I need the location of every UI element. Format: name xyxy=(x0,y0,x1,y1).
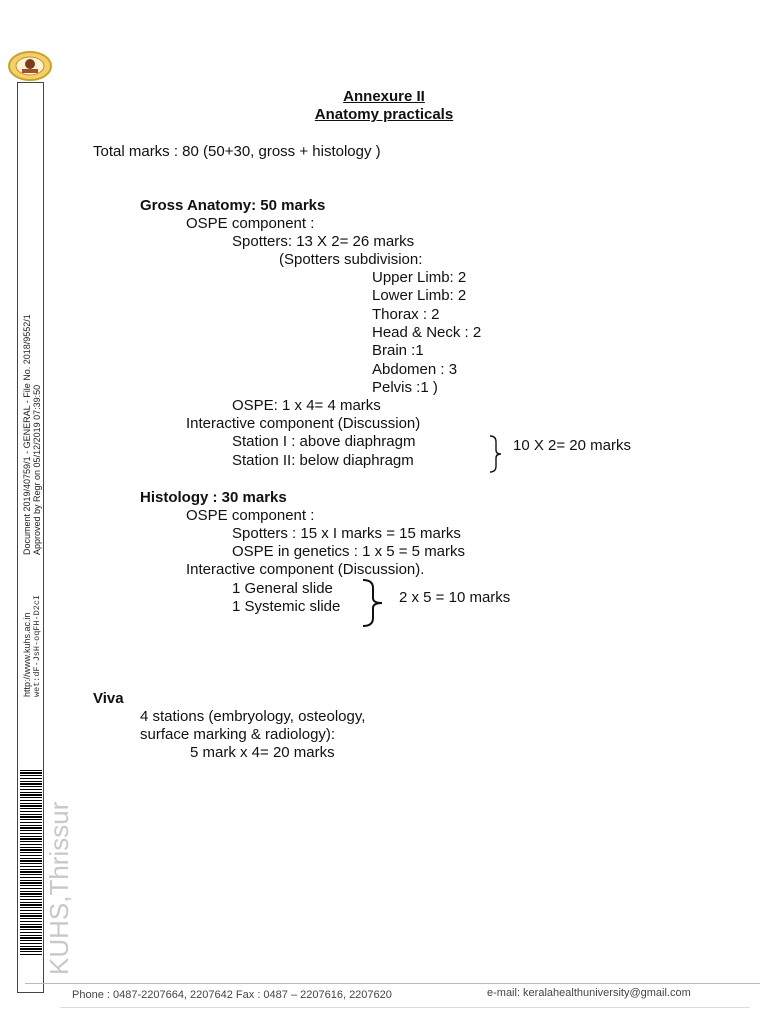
systemic-slide: 1 Systemic slide xyxy=(232,598,341,615)
viva-line-2: surface marking & radiology): xyxy=(140,726,336,743)
margin-approved: Approved by Regr on 05/12/2019 07:39:50 xyxy=(32,384,42,555)
university-logo xyxy=(8,50,52,82)
right-brace-icon xyxy=(488,434,504,474)
total-marks: Total marks : 80 (50+30, gross + histology ) xyxy=(93,143,381,160)
general-slide: 1 General slide xyxy=(232,580,333,597)
subdivision-item: Lower Limb: 2 xyxy=(372,287,467,304)
viva-line-3: 5 mark x 4= 20 marks xyxy=(190,744,335,761)
spotters-subdivision-label: (Spotters subdivision: xyxy=(279,251,423,268)
station-1: Station I : above diaphragm xyxy=(232,433,416,450)
gross-interactive: Interactive component (Discussion) xyxy=(186,415,421,432)
right-brace-icon xyxy=(360,578,386,628)
gross-ospe: OSPE: 1 x 4= 4 marks xyxy=(232,397,381,414)
subdivision-item: Thorax : 2 xyxy=(372,306,440,323)
slides-marks: 2 x 5 = 10 marks xyxy=(399,589,511,606)
histology-interactive: Interactive component (Discussion). xyxy=(186,561,425,578)
gross-spotters: Spotters: 13 X 2= 26 marks xyxy=(232,233,415,250)
viva-line-1: 4 stations (embryology, osteology, xyxy=(140,708,366,725)
gross-ospe-component: OSPE component : xyxy=(186,215,315,232)
page-subtitle: Anatomy practicals xyxy=(314,106,454,123)
footer-divider xyxy=(25,983,760,984)
subdivision-item: Abdomen : 3 xyxy=(372,361,458,378)
viva-heading: Viva xyxy=(93,690,124,707)
histology-ospe-component: OSPE component : xyxy=(186,507,315,524)
page-title: Annexure II xyxy=(343,88,425,105)
histology-heading: Histology : 30 marks xyxy=(140,489,287,506)
ospe-genetics: OSPE in genetics : 1 x 5 = 5 marks xyxy=(232,543,466,560)
subdivision-item: Pelvis :1 ) xyxy=(372,379,438,396)
watermark: KUHS,Thrissur xyxy=(44,801,74,975)
margin-url: http://www.kuhs.ac.in xyxy=(22,612,32,697)
margin-code: wet:dF-JsH-oqFH-D2cI xyxy=(32,594,42,697)
station-2: Station II: below diaphragm xyxy=(232,452,414,469)
footer-phone: Phone : 0487-2207664, 2207642 Fax : 0487 – 2207616, 2207620 xyxy=(72,989,392,1001)
histology-spotters: Spotters : 15 x I marks = 15 marks xyxy=(232,525,461,542)
subdivision-item: Brain :1 xyxy=(372,342,424,359)
footer-divider xyxy=(60,1007,750,1008)
margin-document: Document 2019/40759/1 - GENERAL - File No. 2018/9552/1 xyxy=(22,314,32,555)
gross-anatomy-heading: Gross Anatomy: 50 marks xyxy=(140,197,326,214)
footer-email: e-mail: keralahealthuniversity@gmail.com xyxy=(487,987,691,999)
stations-marks: 10 X 2= 20 marks xyxy=(513,437,631,454)
barcode xyxy=(20,770,42,955)
subdivision-item: Head & Neck : 2 xyxy=(372,324,482,341)
subdivision-item: Upper Limb: 2 xyxy=(372,269,467,286)
